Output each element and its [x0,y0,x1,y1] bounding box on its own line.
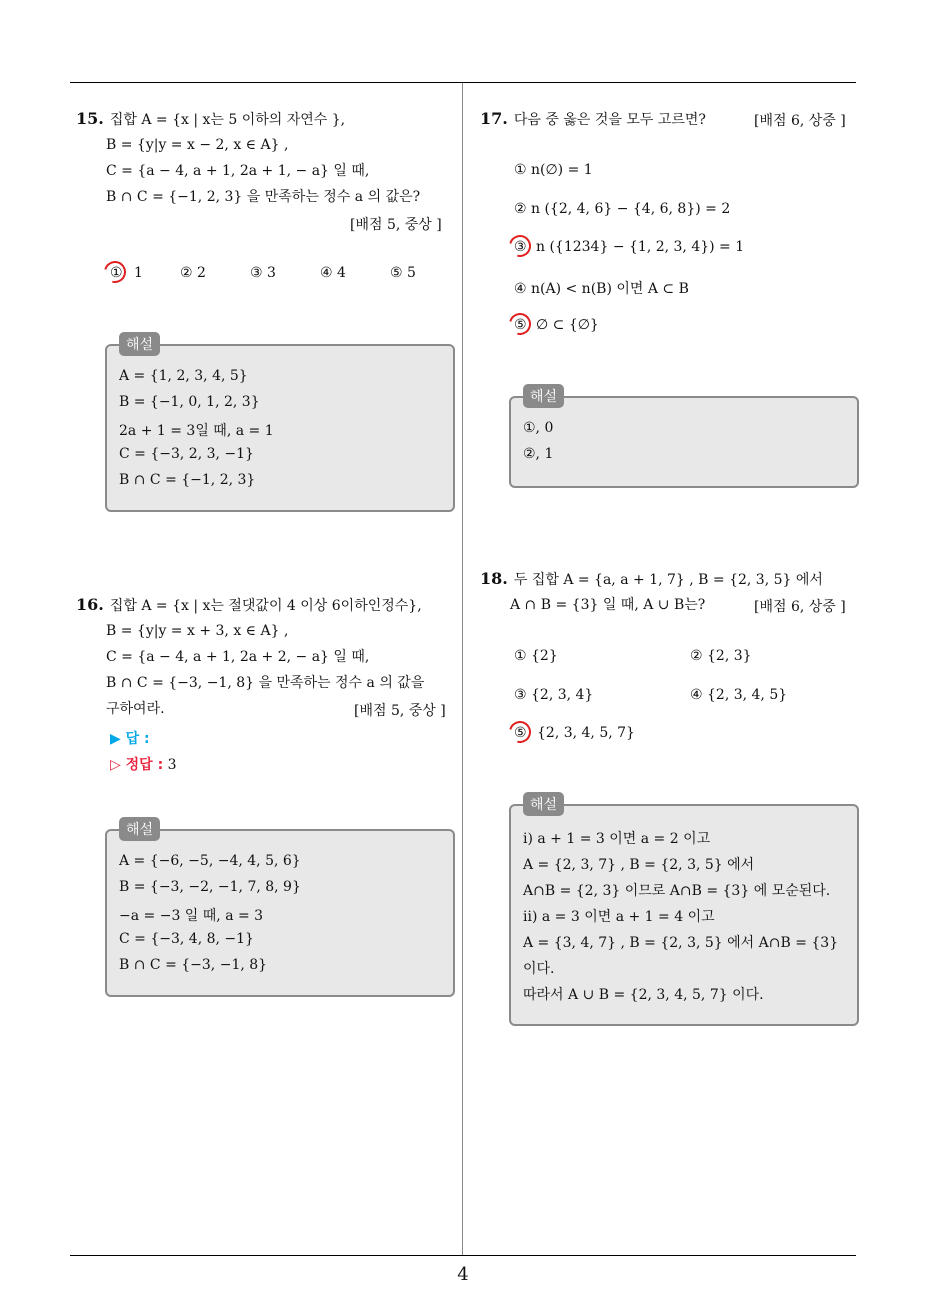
solution-tag: 해설 [523,384,564,408]
choice-5-value: {2, 3, 4, 5, 7} [537,725,635,741]
score-label: [배점 6, 상중 ] [754,113,846,129]
solution-line: A = {1, 2, 3, 4, 5} [119,368,248,384]
choice-5: ⑤ 5 [390,265,416,281]
choice-4: ④ 4 [320,265,346,281]
solution-tag: 해설 [119,332,160,356]
solution-line: 이다. [523,961,555,977]
column-divider [462,83,463,1255]
choice-3-value: n ({1234} − {1, 2, 3, 4}) = 1 [536,239,745,255]
problem-number: 18. [480,569,508,588]
question-line: B ∩ C = {−1, 2, 3} 을 만족하는 정수 a 의 값은? [106,189,421,205]
solution-tag: 해설 [523,792,564,816]
solution-line: C = {−3, 4, 8, −1} [119,931,254,947]
page-number: 4 [457,1264,469,1285]
choice-3-symbol: ③ [514,239,527,255]
choice-4: ④ n(A) < n(B) 이면 A ⊂ B [514,281,689,297]
choice-3: ③ 3 [250,265,276,281]
choice-1: ① n(∅) = 1 [514,162,593,178]
problem-number: 15. [76,109,104,128]
solution-line: A = {2, 3, 7} , B = {2, 3, 5} 에서 [523,857,755,873]
choice-4: ④ {2, 3, 4, 5} [690,687,788,703]
choice-3: ③ {2, 3, 4} [514,687,594,703]
choice-2: ② 2 [180,265,206,281]
solution-line: A = {3, 4, 7} , B = {2, 3, 5} 에서 A∩B = {3} [523,935,839,951]
score-label: [배점 5, 중상 ] [350,217,442,233]
solution-line: B = {−3, −2, −1, 7, 8, 9} [119,879,301,895]
correct-answer-label: ▷ 정답 : [110,757,164,773]
score-label: [배점 5, 중상 ] [354,703,446,719]
solution-line: B = {−1, 0, 1, 2, 3} [119,394,260,410]
question-line: 집합 A = {x | x는 절댓값이 4 이상 6이하인정수}, [109,598,422,614]
solution-line: A∩B = {2, 3} 이므로 A∩B = {3} 에 모순된다. [523,883,831,899]
solution-box [509,797,859,1026]
choice-5-value: ∅ ⊂ {∅} [536,317,599,333]
solution-line: 따라서 A ∪ B = {2, 3, 4, 5, 7} 이다. [523,987,764,1003]
problem-number: 16. [76,595,104,614]
choice-2: ② n ({2, 4, 6} − {4, 6, 8}) = 2 [514,201,731,217]
solution-line: ⅱ) a = 3 이면 a + 1 = 4 이고 [523,909,715,925]
choice-1: ① {2} [514,648,558,664]
solution-box [509,389,859,488]
correct-answer-value: 3 [167,757,177,773]
question-line: C = {a − 4, a + 1, 2a + 2, − a} 일 때, [106,649,370,665]
question-line: 집합 A = {x | x는 5 이하의 자연수 }, [109,112,346,128]
solution-line: A = {−6, −5, −4, 4, 5, 6} [119,853,301,869]
choice-5-symbol: ⑤ [514,725,527,741]
solution-line: 2a + 1 = 3일 때, a = 1 [119,423,274,439]
solution-line: B ∩ C = {−1, 2, 3} [119,472,256,488]
solution-box [105,337,455,512]
solution-line: ①, 0 [523,420,554,436]
choice-1-value: 1 [134,265,143,281]
question-line: B = {y|y = x − 2, x ∈ A} , [106,137,289,153]
question-line: B ∩ C = {−3, −1, 8} 을 만족하는 정수 a 의 값을 [106,675,425,691]
question-line: 다음 중 옳은 것을 모두 고르면? [513,112,706,128]
choice-1-symbol: ① [110,265,123,281]
solution-line: −a = −3 일 때, a = 3 [119,908,264,924]
solution-box [105,822,455,997]
question-line: 구하여라. [106,701,165,717]
solution-line: C = {−3, 2, 3, −1} [119,446,254,462]
choice-2: ② {2, 3} [690,648,752,664]
question-line: A ∩ B = {3} 일 때, A ∪ B는? [510,597,706,613]
score-label: [배점 6, 상중 ] [754,599,846,615]
question-line: C = {a − 4, a + 1, 2a + 1, − a} 일 때, [106,163,370,179]
top-rule [70,82,856,83]
bottom-rule [70,1255,856,1256]
solution-tag: 해설 [119,817,160,841]
question-line: 두 집합 A = {a, a + 1, 7} , B = {2, 3, 5} 에서 [513,572,823,588]
question-line: B = {y|y = x + 3, x ∈ A} , [106,623,289,639]
answer-label: ▶ 답 : [110,731,150,747]
solution-line: B ∩ C = {−3, −1, 8} [119,957,268,973]
problem-number: 17. [480,109,508,128]
solution-line: ⅰ) a + 1 = 3 이면 a = 2 이고 [523,831,711,847]
solution-line: ②, 1 [523,446,554,462]
choice-5-symbol: ⑤ [514,317,527,333]
